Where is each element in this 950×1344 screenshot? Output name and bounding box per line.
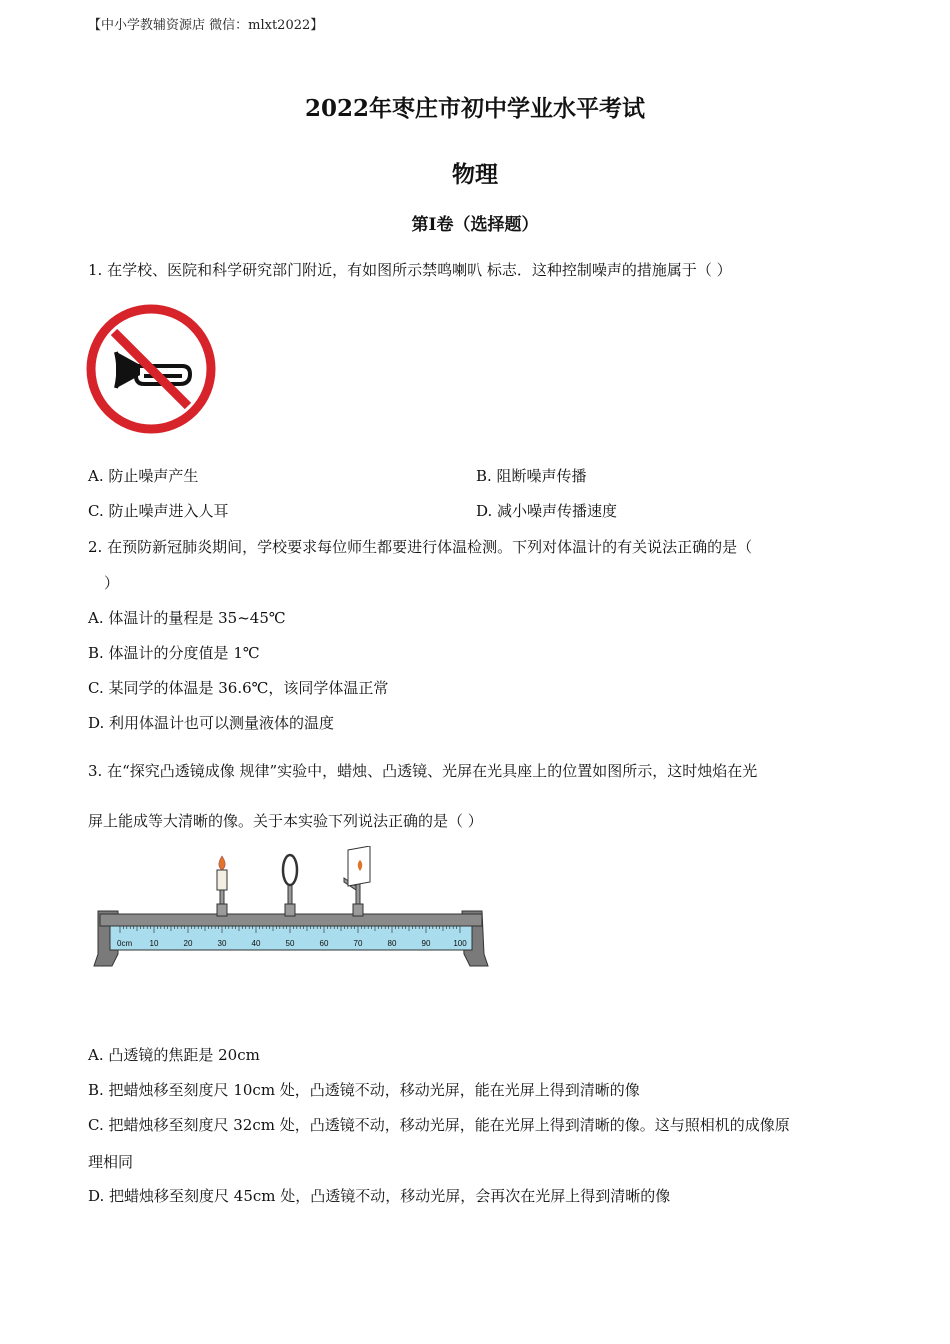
candle-holder bbox=[217, 856, 227, 916]
convex-lens bbox=[283, 855, 297, 885]
q1-option-a: A. 防止噪声产生 bbox=[88, 467, 199, 485]
screen-holder bbox=[344, 846, 370, 916]
scale-tick-label: 10 bbox=[149, 939, 159, 948]
scale-tick-label: 30 bbox=[217, 939, 227, 948]
question-1-stem: 1. 在学校、医院和科学研究部门附近，有如图所示禁鸣喇叭 标志．这种控制噪声的措施属于（ ） bbox=[88, 261, 732, 279]
scale-tick-label: 90 bbox=[421, 939, 431, 948]
scale-unit-label: 0cm bbox=[117, 939, 133, 948]
q3-option-b: B. 把蜡烛移至刻度尺 10cm 处，凸透镜不动，移动光屏，能在光屏上得到清晰的像 bbox=[88, 1081, 640, 1099]
question-2-stem-line1: 2. 在预防新冠肺炎期间，学校要求每位师生都要进行体温检测。下列对体温计的有关说法正确的是（ bbox=[88, 538, 753, 556]
q2-option-c: C. 某同学的体温是 36.6℃，该同学体温正常 bbox=[88, 679, 389, 697]
question-2-stem-line2: ） bbox=[104, 574, 120, 592]
scale-tick-label: 40 bbox=[251, 939, 261, 948]
q3-option-a: A. 凸透镜的焦距是 20cm bbox=[88, 1046, 260, 1064]
flame-icon bbox=[219, 856, 225, 870]
q1-option-b: B. 阻断噪声传播 bbox=[476, 467, 587, 485]
q3-option-c-line2: 理相同 bbox=[88, 1153, 134, 1171]
scale-tick-label: 50 bbox=[285, 939, 295, 948]
q2-option-b: B. 体温计的分度值是 1℃ bbox=[88, 644, 260, 662]
scale-tick-label: 80 bbox=[387, 939, 397, 948]
optical-bench-diagram bbox=[86, 846, 496, 976]
no-horn-sign-icon bbox=[86, 304, 216, 434]
subject-title: 物理 bbox=[452, 161, 498, 188]
q3-option-d: D. 把蜡烛移至刻度尺 45cm 处，凸透镜不动，移动光屏，会再次在光屏上得到清晰的像 bbox=[88, 1187, 671, 1205]
q2-option-a: A. 体温计的量程是 35~45℃ bbox=[88, 609, 286, 627]
q2-option-d: D. 利用体温计也可以测量液体的温度 bbox=[88, 714, 335, 732]
exam-title: 2022年枣庄市初中学业水平考试 bbox=[304, 95, 645, 122]
lens-holder bbox=[283, 855, 297, 916]
q1-option-d: D. 减小噪声传播速度 bbox=[476, 502, 618, 520]
q1-option-c: C. 防止噪声进入人耳 bbox=[88, 502, 229, 520]
q3-option-c-line1: C. 把蜡烛移至刻度尺 32cm 处，凸透镜不动，移动光屏，能在光屏上得到清晰的像。这与照相机的成像原 bbox=[88, 1116, 790, 1134]
header-watermark: 【中小学教辅资源店 微信：mlxt2022】 bbox=[88, 18, 324, 33]
question-3-stem-line1: 3. 在“探究凸透镜成像 规律”实验中，蜡烛、凸透镜、光屏在光具座上的位置如图所示，这时烛焰在光 bbox=[88, 762, 758, 780]
section-title: 第I卷（选择题） bbox=[411, 215, 539, 235]
no-horn-sign-figure bbox=[86, 304, 216, 434]
optical-bench-figure bbox=[86, 846, 496, 976]
scale-tick-label: 20 bbox=[183, 939, 193, 948]
scale-tick-label: 60 bbox=[319, 939, 329, 948]
scale-tick-label: 70 bbox=[353, 939, 363, 948]
candle bbox=[217, 870, 227, 890]
scale-tick-label: 100 bbox=[453, 939, 467, 948]
question-3-stem-line2: 屏上能成等大清晰的像。关于本实验下列说法正确的是（ ） bbox=[88, 812, 483, 830]
